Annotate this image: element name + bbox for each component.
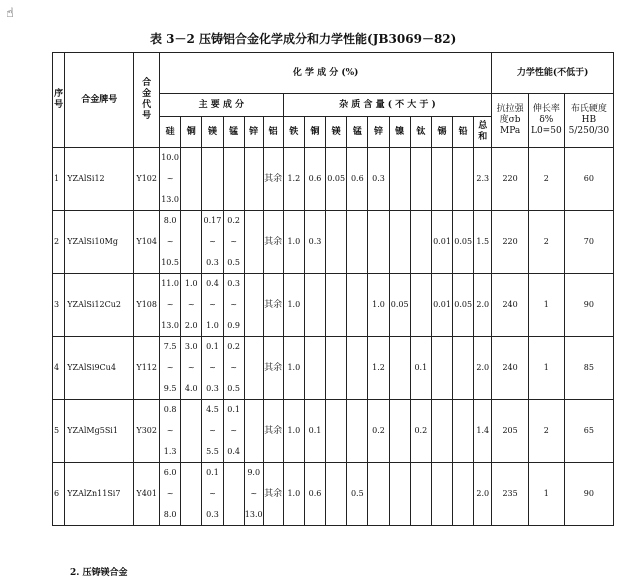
main-elem-cell <box>202 274 223 337</box>
main-elem-cell <box>223 211 244 274</box>
range-part: 7.5 <box>163 342 177 351</box>
header-hardness: 布氏硬度 HB 5/250/30 <box>564 94 613 148</box>
range-part: 9.5 <box>163 384 177 394</box>
range-part: ~ <box>166 489 174 499</box>
header-imp-elem: 镍 <box>389 117 410 148</box>
range-part: ~ <box>166 363 174 373</box>
impurity-cell <box>368 211 389 274</box>
impurity-cell <box>347 337 368 400</box>
main-elem-cell <box>223 148 244 211</box>
header-main-elem: 锌 <box>244 117 263 148</box>
range-part: 11.0 <box>161 279 179 288</box>
composition-table <box>52 52 614 526</box>
impurity-cell: 0.6 <box>304 148 325 211</box>
main-elem-cell: 其余 <box>263 274 283 337</box>
row-seq: 4 <box>53 337 65 400</box>
range-part: 0.3 <box>227 279 240 288</box>
impurity-cell: 1.2 <box>283 148 304 211</box>
impurity-cell: 1.0 <box>283 211 304 274</box>
impurity-cell: 1.4 <box>474 400 492 463</box>
impurity-cell <box>304 337 325 400</box>
impurity-cell: 0.05 <box>453 274 474 337</box>
impurity-cell <box>347 400 368 463</box>
range-part: 0.9 <box>227 321 240 331</box>
main-elem-cell <box>181 148 202 211</box>
row-seq: 1 <box>53 148 65 211</box>
impurity-cell: 1.0 <box>283 463 304 526</box>
range-part: ~ <box>166 426 174 436</box>
impurity-cell <box>389 463 410 526</box>
range-part: ~ <box>230 426 237 436</box>
row-seq: 5 <box>53 400 65 463</box>
impurity-cell: 0.1 <box>410 337 431 400</box>
range-part: 5.5 <box>206 447 219 457</box>
main-elem-cell: 其余 <box>263 337 283 400</box>
range-part: 0.2 <box>227 342 240 351</box>
main-elem-cell <box>160 211 181 274</box>
main-elem-cell <box>202 337 223 400</box>
main-elem-cell <box>244 463 263 526</box>
impurity-cell: 0.3 <box>304 211 325 274</box>
range-part: ~ <box>166 174 174 184</box>
impurity-cell <box>326 274 347 337</box>
impurity-cell <box>453 337 474 400</box>
table-title: 表 3－2 压铸铝合金化学成分和力学性能(JB3069－82) <box>150 32 457 46</box>
header-imp-elem: 锰 <box>347 117 368 148</box>
range-part: ~ <box>230 300 237 310</box>
hand-icon: ☝ <box>6 6 14 21</box>
mech-cell: 240 <box>492 274 529 337</box>
range-part: 1.0 <box>206 321 219 331</box>
header-seq: 序号 <box>53 53 65 148</box>
header-code: 合金代号 <box>134 53 160 148</box>
table-row <box>53 463 614 526</box>
impurity-cell <box>431 148 452 211</box>
impurity-cell: 0.01 <box>431 274 452 337</box>
range-part: ~ <box>250 489 258 499</box>
header-elong: 伸长率 δ% L0=50 <box>529 94 565 148</box>
header-imp-elem: 锡 <box>431 117 452 148</box>
header-main: 主 要 成 分 <box>160 94 284 117</box>
range-part: ~ <box>230 363 237 373</box>
header-grade: 合金牌号 <box>65 53 134 148</box>
main-elem-cell <box>202 211 223 274</box>
impurity-cell: 0.05 <box>389 274 410 337</box>
header-imp-elem: 总和 <box>474 117 492 148</box>
mech-cell: 2 <box>529 148 565 211</box>
mech-cell: 60 <box>564 148 613 211</box>
range-part: 0.5 <box>227 384 240 394</box>
impurity-cell: 0.05 <box>326 148 347 211</box>
impurity-cell <box>347 274 368 337</box>
header-main-elem: 锰 <box>223 117 244 148</box>
row-code: Y104 <box>134 211 160 274</box>
impurity-cell <box>389 211 410 274</box>
range-part: 6.0 <box>163 468 177 477</box>
mech-cell: 1 <box>529 463 565 526</box>
range-part: 0.3 <box>206 258 219 268</box>
row-grade: YZAlSi10Mg <box>65 211 134 274</box>
row-grade: YZAlZn11Si7 <box>65 463 134 526</box>
impurity-cell <box>453 463 474 526</box>
row-grade: YZAlSi12Cu2 <box>65 274 134 337</box>
main-elem-cell: 其余 <box>263 400 283 463</box>
range-part: ~ <box>209 363 216 373</box>
range-part: 1.3 <box>163 447 177 457</box>
impurity-cell <box>453 400 474 463</box>
impurity-cell: 2.0 <box>474 274 492 337</box>
range-part: 0.1 <box>206 342 219 351</box>
header-main-elem: 镁 <box>202 117 223 148</box>
main-elem-cell <box>244 148 263 211</box>
range-part: 13.0 <box>244 510 263 520</box>
range-part: 0.4 <box>227 447 240 457</box>
header-imp-elem: 铁 <box>283 117 304 148</box>
range-part: 0.3 <box>206 384 219 394</box>
range-part: ~ <box>166 237 174 247</box>
header-imp-elem: 铜 <box>304 117 325 148</box>
range-part: 2.0 <box>184 321 198 331</box>
impurity-cell: 2.0 <box>474 463 492 526</box>
main-elem-cell <box>244 337 263 400</box>
impurity-cell <box>326 463 347 526</box>
range-part: ~ <box>230 237 237 247</box>
header-main-elem: 铝 <box>263 117 283 148</box>
impurity-cell: 0.01 <box>431 211 452 274</box>
impurity-cell <box>326 337 347 400</box>
main-elem-cell <box>244 274 263 337</box>
table-row <box>53 274 614 337</box>
impurity-cell <box>389 400 410 463</box>
mech-cell: 2 <box>529 211 565 274</box>
impurity-cell <box>326 400 347 463</box>
table-row <box>53 148 614 211</box>
impurity-cell: 1.0 <box>283 337 304 400</box>
header-main-elem: 铜 <box>181 117 202 148</box>
mech-cell: 65 <box>564 400 613 463</box>
main-elem-cell <box>202 148 223 211</box>
impurity-cell <box>410 274 431 337</box>
row-code: Y302 <box>134 400 160 463</box>
main-elem-cell <box>244 400 263 463</box>
main-elem-cell <box>244 211 263 274</box>
table-row <box>53 337 614 400</box>
range-part: 3.0 <box>184 342 198 351</box>
mech-cell: 90 <box>564 274 613 337</box>
impurity-cell <box>431 337 452 400</box>
mech-cell: 240 <box>492 337 529 400</box>
impurity-cell <box>431 463 452 526</box>
row-grade: YZAlSi12 <box>65 148 134 211</box>
main-elem-cell <box>181 400 202 463</box>
range-part: 13.0 <box>161 321 179 331</box>
range-part: 10.0 <box>161 153 179 162</box>
range-part: 0.8 <box>163 405 177 414</box>
main-elem-cell <box>160 463 181 526</box>
impurity-cell <box>410 148 431 211</box>
header-tensile: 抗拉强度σb MPa <box>492 94 529 148</box>
range-part: ~ <box>209 300 216 310</box>
impurity-cell: 1.5 <box>474 211 492 274</box>
impurity-cell <box>431 400 452 463</box>
range-part: 0.1 <box>227 405 240 414</box>
main-elem-cell <box>202 463 223 526</box>
impurity-cell <box>389 148 410 211</box>
impurity-cell <box>453 148 474 211</box>
impurity-cell: 1.0 <box>283 274 304 337</box>
mech-cell: 235 <box>492 463 529 526</box>
range-part: 10.5 <box>161 258 179 268</box>
header-imp-elem: 锌 <box>368 117 389 148</box>
impurity-cell <box>326 211 347 274</box>
header-mech: 力学性能(不低于) <box>492 53 614 94</box>
impurity-cell: 2.0 <box>474 337 492 400</box>
mech-cell: 90 <box>564 463 613 526</box>
mech-cell: 1 <box>529 337 565 400</box>
impurity-cell <box>410 211 431 274</box>
header-imp-elem: 镁 <box>326 117 347 148</box>
main-elem-cell <box>160 148 181 211</box>
header-imp-elem: 铅 <box>453 117 474 148</box>
range-part: 1.0 <box>184 279 198 288</box>
range-part: 8.0 <box>163 216 177 225</box>
row-grade: YZAlMg5Si1 <box>65 400 134 463</box>
row-seq: 2 <box>53 211 65 274</box>
main-elem-cell: 其余 <box>263 148 283 211</box>
main-elem-cell <box>181 211 202 274</box>
main-elem-cell <box>223 274 244 337</box>
main-elem-cell <box>223 337 244 400</box>
impurity-cell: 0.05 <box>453 211 474 274</box>
impurity-cell <box>347 211 368 274</box>
range-part: 8.0 <box>163 510 177 520</box>
row-code: Y102 <box>134 148 160 211</box>
impurity-cell: 0.2 <box>368 400 389 463</box>
range-part: 13.0 <box>161 195 179 205</box>
impurity-cell <box>389 337 410 400</box>
impurity-cell: 2.3 <box>474 148 492 211</box>
table-row <box>53 211 614 274</box>
row-code: Y108 <box>134 274 160 337</box>
main-elem-cell <box>160 337 181 400</box>
row-grade: YZAlSi9Cu4 <box>65 337 134 400</box>
range-part: ~ <box>209 237 216 247</box>
row-seq: 3 <box>53 274 65 337</box>
main-elem-cell <box>181 274 202 337</box>
range-part: ~ <box>187 300 195 310</box>
range-part: 4.5 <box>206 405 219 414</box>
range-part: 9.0 <box>247 468 261 477</box>
main-elem-cell <box>160 400 181 463</box>
impurity-cell: 1.2 <box>368 337 389 400</box>
header-chem: 化 学 成 分 (%) <box>160 53 492 94</box>
range-part: ~ <box>209 489 216 499</box>
main-elem-cell: 其余 <box>263 211 283 274</box>
header-main-elem: 硅 <box>160 117 181 148</box>
impurity-cell: 0.6 <box>347 148 368 211</box>
table-row <box>53 400 614 463</box>
impurity-cell: 1.0 <box>283 400 304 463</box>
impurity-cell: 0.2 <box>410 400 431 463</box>
row-seq: 6 <box>53 463 65 526</box>
main-elem-cell <box>181 337 202 400</box>
mech-cell: 220 <box>492 148 529 211</box>
impurity-cell <box>304 274 325 337</box>
impurity-cell: 0.6 <box>304 463 325 526</box>
range-part: 0.4 <box>206 279 219 288</box>
impurity-cell: 0.3 <box>368 148 389 211</box>
range-part: ~ <box>187 363 195 373</box>
impurity-cell <box>410 463 431 526</box>
main-elem-cell: 其余 <box>263 463 283 526</box>
range-part: ~ <box>209 426 216 436</box>
main-elem-cell <box>181 463 202 526</box>
range-part: 0.17 <box>203 216 222 225</box>
impurity-cell: 0.1 <box>304 400 325 463</box>
header-impurity: 杂 质 含 量 ( 不 大 于 ) <box>283 94 492 117</box>
next-section-heading: 2. 压铸镁合金 <box>70 568 128 578</box>
row-code: Y112 <box>134 337 160 400</box>
row-code: Y401 <box>134 463 160 526</box>
main-elem-cell <box>160 274 181 337</box>
range-part: 0.5 <box>227 258 240 268</box>
range-part: ~ <box>166 300 174 310</box>
mech-cell: 205 <box>492 400 529 463</box>
mech-cell: 85 <box>564 337 613 400</box>
main-elem-cell <box>202 400 223 463</box>
impurity-cell <box>368 463 389 526</box>
impurity-cell: 0.5 <box>347 463 368 526</box>
mech-cell: 220 <box>492 211 529 274</box>
impurity-cell: 1.0 <box>368 274 389 337</box>
main-elem-cell <box>223 463 244 526</box>
range-part: 0.3 <box>206 510 219 520</box>
range-part: 0.2 <box>227 216 240 225</box>
range-part: 4.0 <box>184 384 198 394</box>
range-part: 0.1 <box>206 468 219 477</box>
main-elem-cell <box>223 400 244 463</box>
mech-cell: 1 <box>529 274 565 337</box>
header-imp-elem: 钛 <box>410 117 431 148</box>
mech-cell: 70 <box>564 211 613 274</box>
mech-cell: 2 <box>529 400 565 463</box>
